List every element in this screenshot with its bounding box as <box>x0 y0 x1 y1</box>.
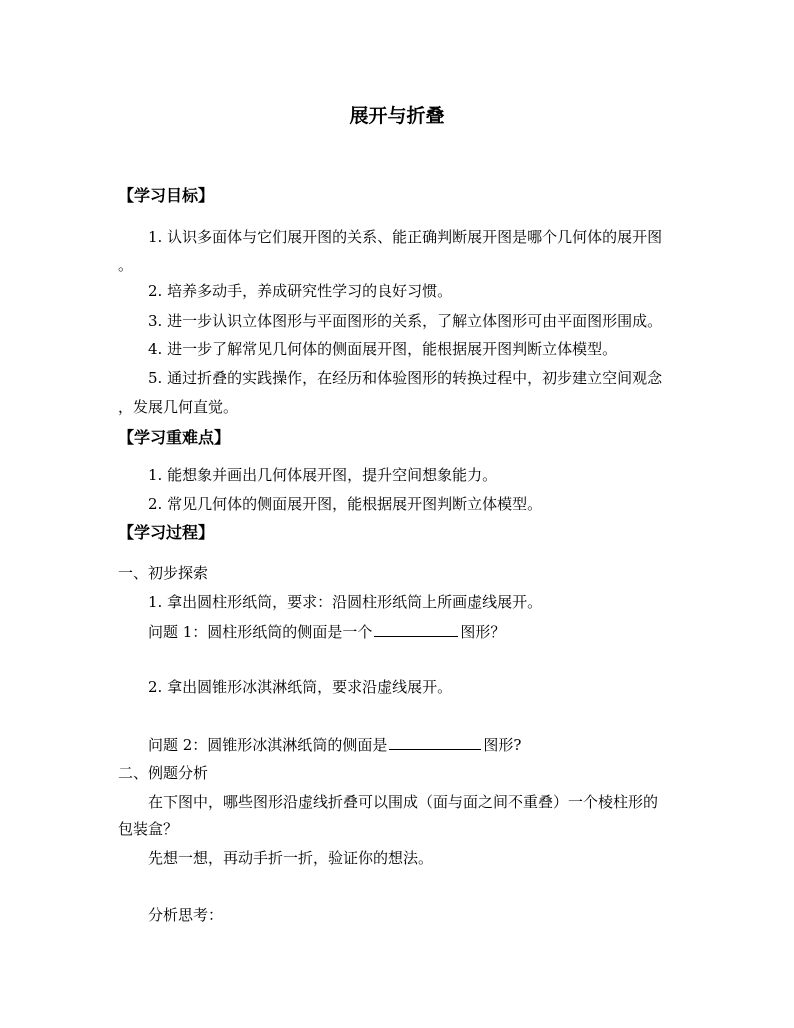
question-2-answer-blank[interactable] <box>389 734 481 750</box>
question-1-text-after: 图形？ <box>460 623 506 641</box>
question-1 <box>148 621 505 642</box>
key-point-item-2: 2. 常见几何体的侧面展开图，能根据展开图判断立体模型。 <box>148 495 543 513</box>
objective-item-5: 5. 通过折叠的实践操作，在经历和体验图形的转换过程中，初步建立空间观念 <box>148 369 663 387</box>
question-2 <box>148 734 521 755</box>
question-2-text-before: 问题 2：圆锥形冰淇淋纸筒的侧面是 <box>148 736 388 754</box>
analysis-label: 分析思考： <box>148 906 224 924</box>
objective-item-4: 4. 进一步了解常见几何体的侧面展开图，能根据展开图判断立体模型。 <box>148 340 618 358</box>
section-2-paragraph-2: 先想一想，再动手折一折，验证你的想法。 <box>148 849 434 867</box>
key-points-heading: 【学习重难点】 <box>118 428 231 447</box>
objective-item-5-continued: ，发展几何直觉。 <box>118 398 239 416</box>
section-1-step-1: 1. 拿出圆柱形纸筒，要求：沿圆柱形纸筒上所画虚线展开。 <box>148 593 543 611</box>
question-1-answer-blank[interactable] <box>374 621 458 637</box>
objective-item-1-continued: 。 <box>118 256 134 274</box>
objective-item-3: 3. 进一步认识立体图形与平面图形的关系，了解立体图形可由平面图形围成。 <box>148 312 663 330</box>
objectives-heading: 【学习目标】 <box>118 186 215 205</box>
objective-item-2: 2. 培养多动手，养成研究性学习的良好习惯。 <box>148 282 453 300</box>
process-heading: 【学习过程】 <box>118 523 215 542</box>
section-2-paragraph-1-line-2: 包装盒？ <box>118 820 179 838</box>
question-1-text-before: 问题 1：圆柱形纸筒的侧面是一个 <box>148 623 373 641</box>
objective-item-1: 1. 认识多面体与它们展开图的关系、能正确判断展开图是哪个几何体的展开图 <box>148 228 663 246</box>
section-2-title: 二、例题分析 <box>118 764 209 782</box>
section-1-title: 一、初步探索 <box>118 564 209 582</box>
section-2-paragraph-1-line-1: 在下图中，哪些图形沿虚线折叠可以围成（面与面之间不重叠）一个棱柱形的 <box>148 793 659 811</box>
question-2-text-after: 图形? <box>483 736 522 754</box>
key-point-item-1: 1. 能想象并画出几何体展开图，提升空间想象能力。 <box>148 466 498 484</box>
page-title: 展开与折叠 <box>349 105 445 127</box>
section-1-step-2: 2. 拿出圆锥形冰淇淋纸筒，要求沿虚线展开。 <box>148 678 453 696</box>
